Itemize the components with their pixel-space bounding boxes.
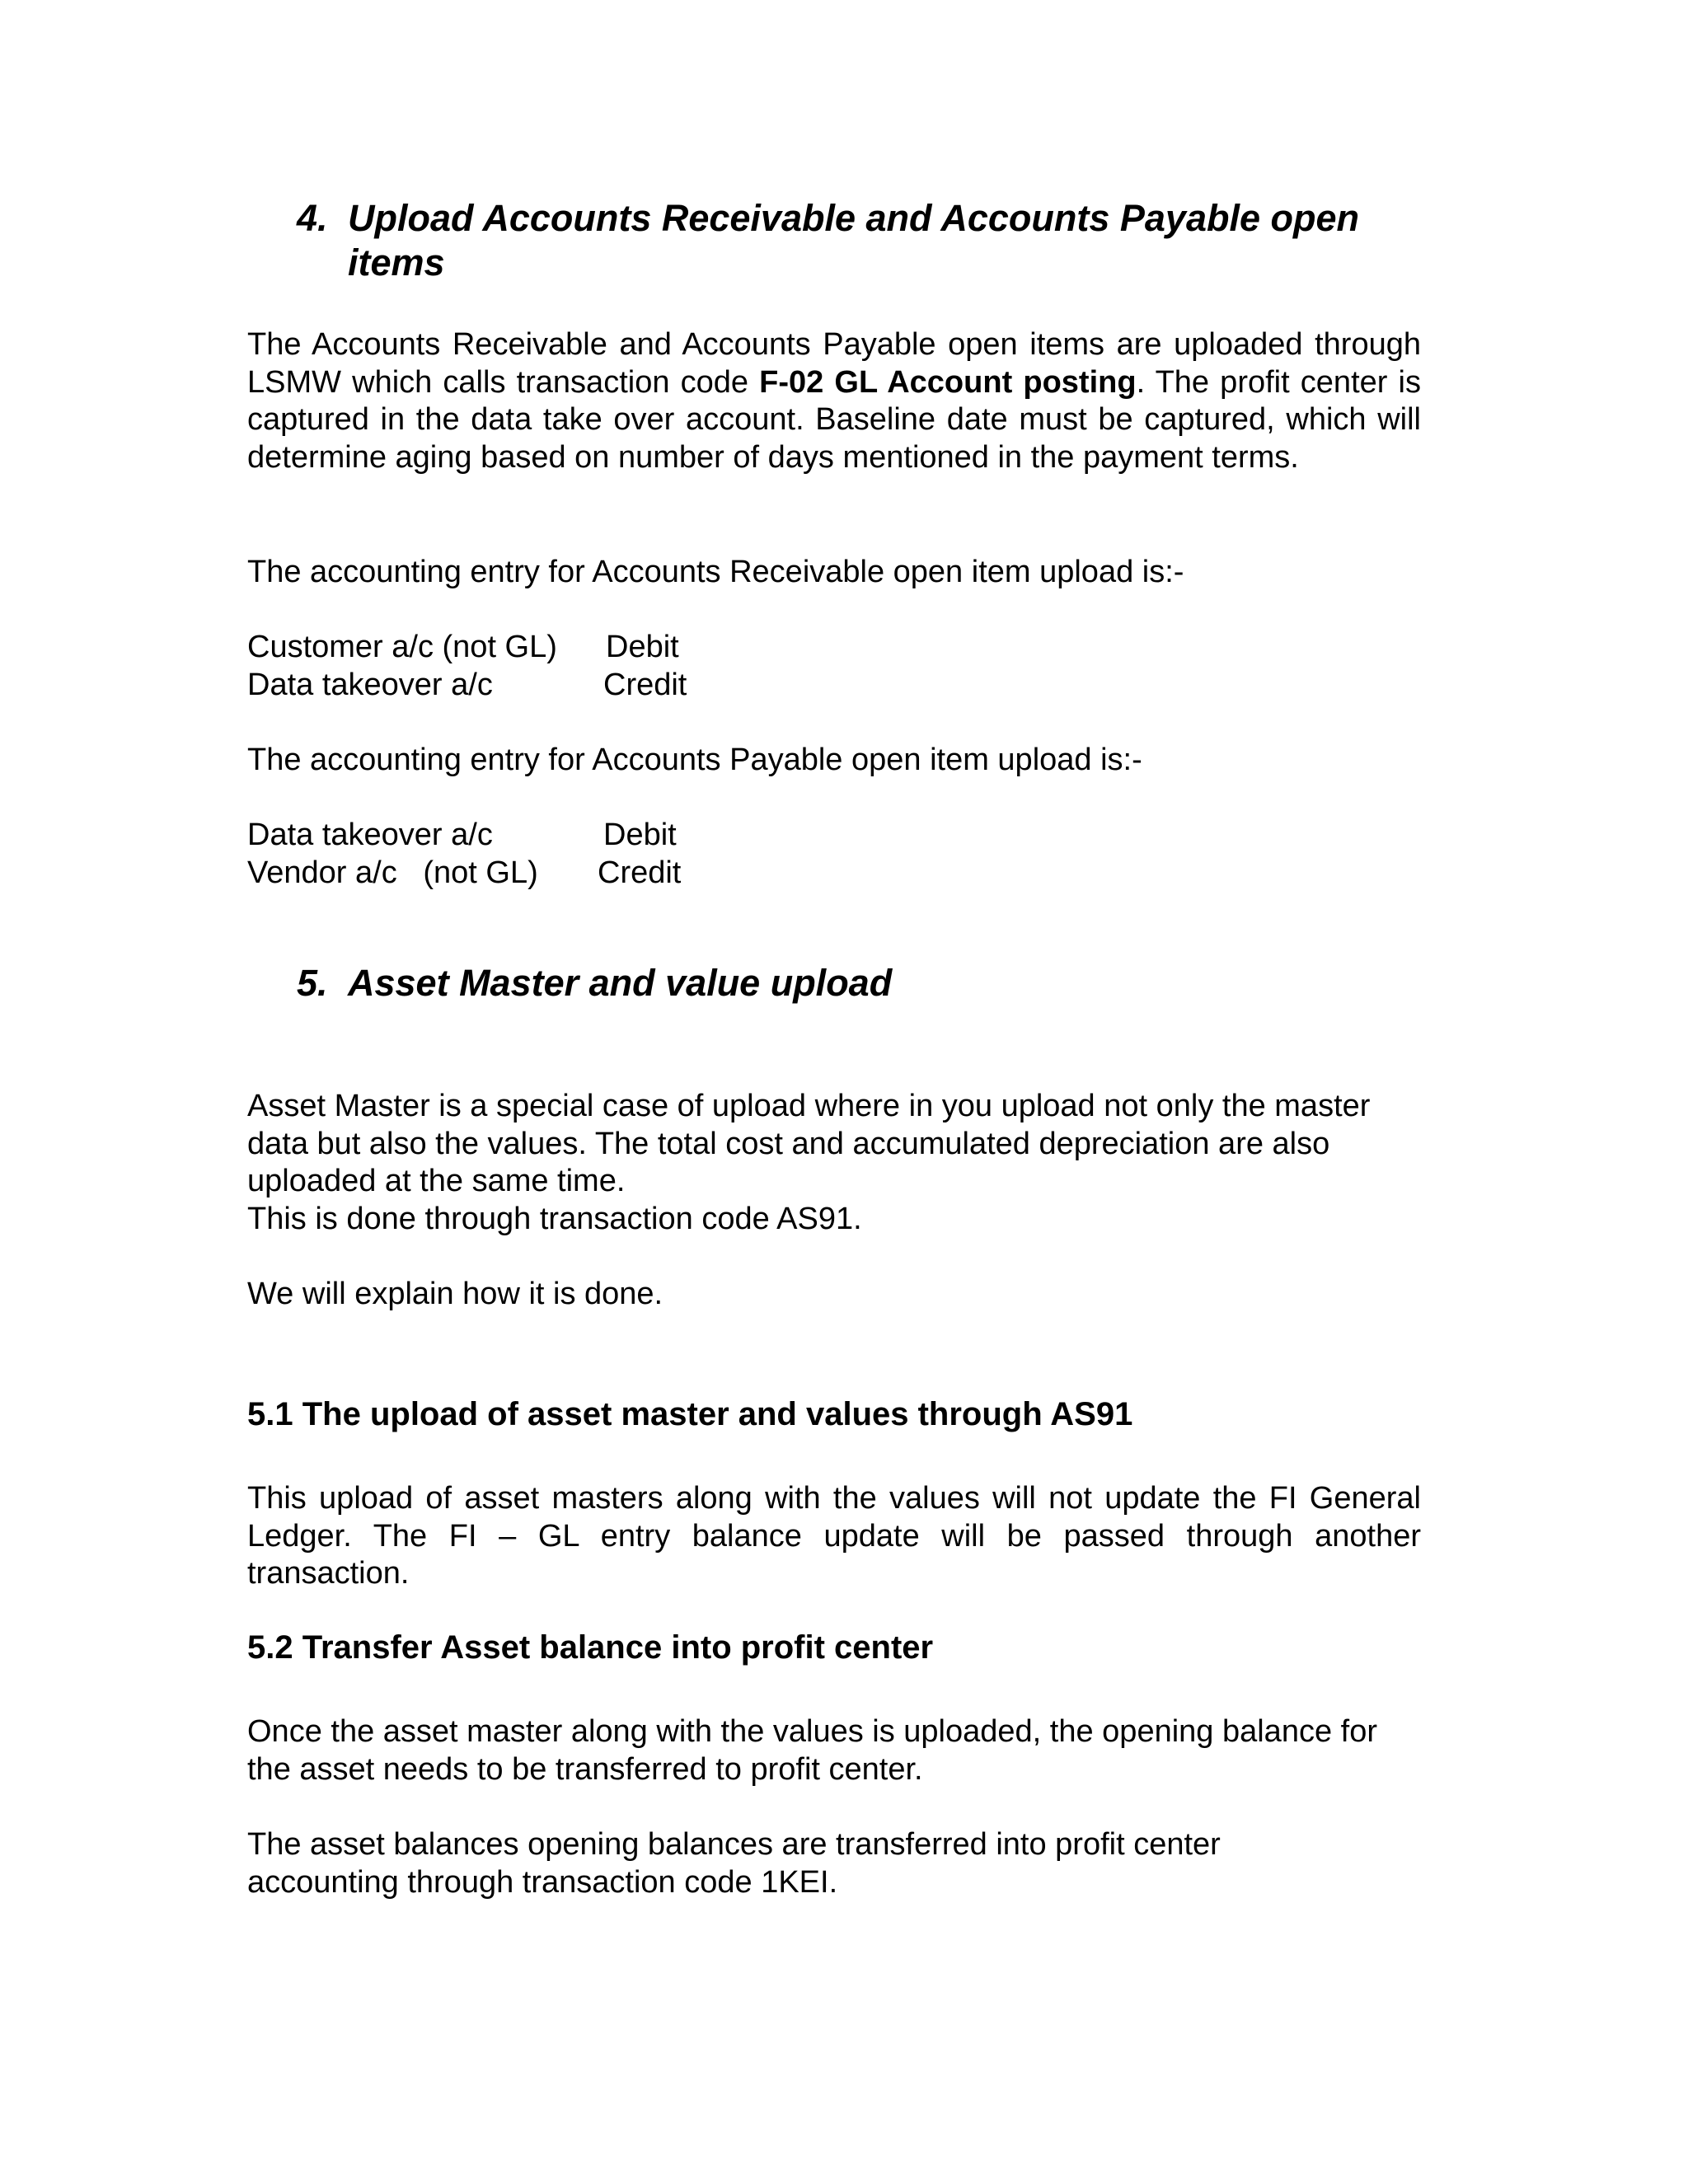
section-5-title: Asset Master and value upload [348, 962, 893, 1004]
ap-entry-table [247, 817, 824, 892]
section-5-2-paragraph: Once the asset master along with the values is uploaded, the opening balance for the asset needs to be transferred to profit center. [247, 1714, 1377, 1787]
ar-entry-side: Debit [606, 630, 679, 664]
section-5-2-heading: 5.2 Transfer Asset balance into profit center [247, 1629, 934, 1666]
intro-text-end: . The profit center is captured in the data take over account. Baseline date must be captured, which will determine aging based on number of days mentioned in the payment terms. [247, 364, 1421, 475]
section-5-1-heading: 5.1 The upload of asset master and values through AS91 [247, 1396, 1133, 1432]
section-5-paragraph [247, 1088, 1418, 1238]
transaction-code-bold: F-02 GL Account posting [759, 364, 1137, 400]
section-5-1-paragraph: This upload of asset masters along with the values will not update the FI General Ledger. The FI – GL entry balance update will be passed through another transaction. [247, 1481, 1421, 1591]
ap-entry-account: Data takeover a/c [247, 818, 493, 852]
section-4-title-line1: Upload Accounts Receivable and Accounts Payable open [348, 197, 1359, 239]
ap-entry-account: Vendor a/c (not GL) [247, 855, 538, 890]
section-5-paragraph: We will explain how it is done. [247, 1277, 663, 1311]
section-5-paragraph-text: Asset Master is a special case of upload where in you upload not only the master data but also the values. The total cost and accumulated depreciation are also uploaded at the same time. [247, 1089, 1371, 1198]
section-5-number: 5. [297, 962, 328, 1004]
intro-text-start: The Accounts Receivable and Accounts Payable open items are uploaded through LSMW which calls transaction code [247, 327, 1421, 400]
section-4-number: 4. [297, 197, 328, 239]
ar-entry-side: Credit [603, 667, 687, 702]
section-4-title-line2: items [348, 241, 445, 284]
section-4-heading [297, 196, 1451, 285]
ar-entry-account: Data takeover a/c [247, 667, 493, 702]
ap-entry-row [247, 855, 824, 893]
section-5-paragraph-text: This is done through transaction code AS91. [247, 1201, 862, 1236]
section-5-heading [297, 961, 1451, 1005]
ar-entry-account: Customer a/c (not GL) [247, 630, 557, 664]
section-5-2-paragraph: The asset balances opening balances are transferred into profit center accounting through transaction code 1KEI. [247, 1827, 1221, 1900]
ap-entry-side: Debit [603, 818, 677, 852]
ar-entry-table [247, 629, 824, 704]
section-4-intro-paragraph [247, 326, 1421, 476]
ap-entry-intro: The accounting entry for Accounts Payable open item upload is:- [247, 743, 1142, 777]
ap-entry-row [247, 817, 824, 855]
ar-entry-row [247, 667, 824, 705]
ap-entry-side: Credit [598, 855, 682, 890]
ar-entry-row [247, 629, 824, 667]
ar-entry-intro: The accounting entry for Accounts Receivable open item upload is:- [247, 555, 1184, 589]
